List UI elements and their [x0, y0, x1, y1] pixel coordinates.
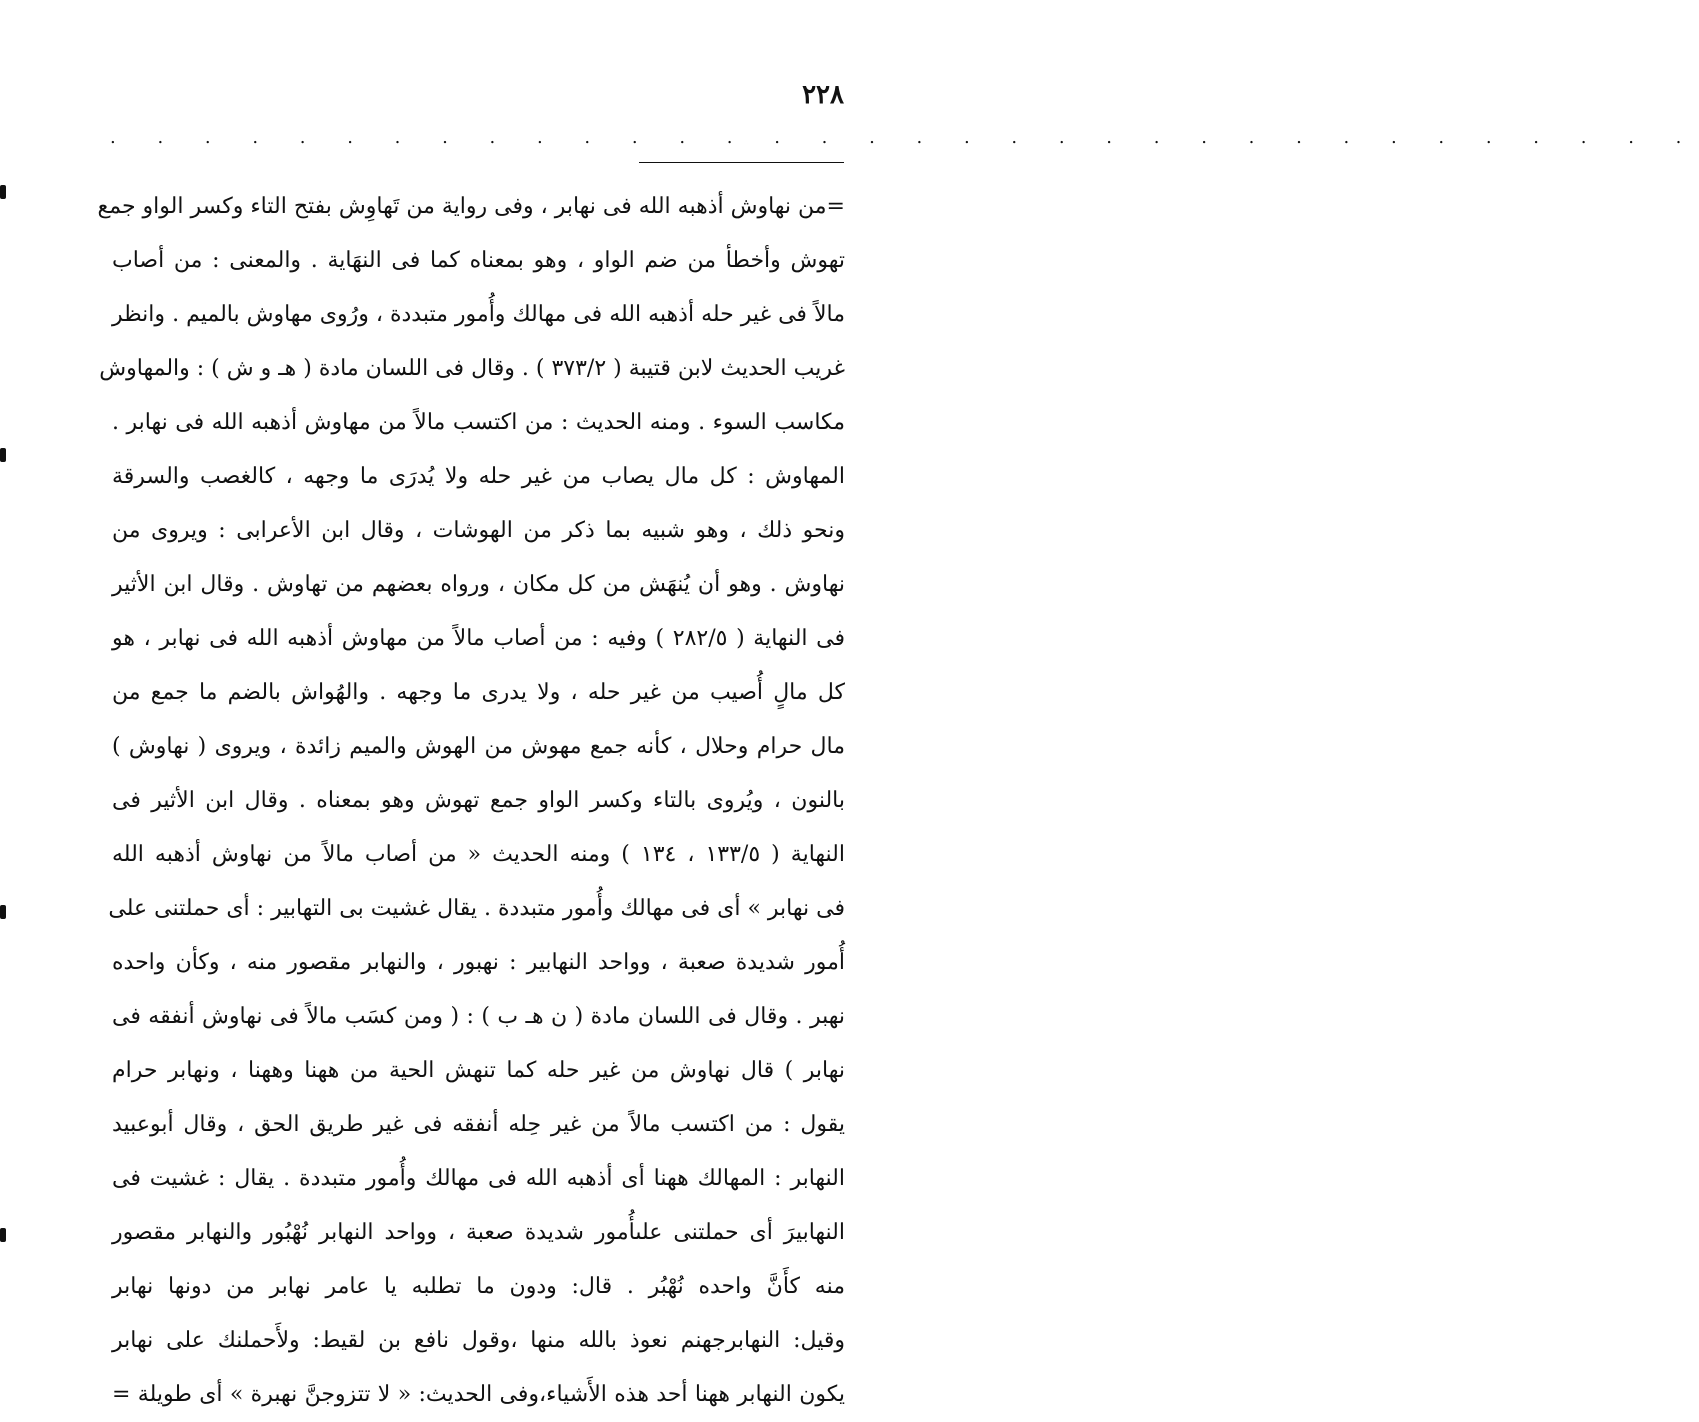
scan-margin-mark [0, 448, 6, 462]
scan-margin-mark [0, 1228, 6, 1242]
footnote-line: نهاوش . وهو أن يُنهَش من كل مكان ، ورواه بعضهم من تهاوش . وقال ابن الأثير [112, 572, 845, 597]
footnote-line: بالنون ، ويُروى بالتاء وكسر الواو جمع تهوش وهو بمعناه . وقال ابن الأثير فى [112, 788, 845, 813]
footnote-line: فى نهابر » أى فى مهالك وأُمور متبددة . يقال غشيت بى التهابير : أى حملتنى على [108, 896, 845, 921]
footnote-line: مالاً فى غير حله أذهبه الله فى مهالك وأُمور متبددة ، ورُوى مهاوش بالميم . وانظر [112, 302, 845, 327]
scan-margin-mark [0, 905, 6, 919]
footnote-separator [639, 162, 844, 163]
footnote-line: يكون النهابر ههنا أحد هذه الأَشياء،وفى الحديث: « لا تتزوجنَّ نهبرة » أى طويلة = [112, 1382, 845, 1407]
footnote-line: نهابر ) قال نهاوش من غير حله كما تنهش الحية من ههنا وههنا ، ونهابر حرام [112, 1058, 845, 1083]
footnote-line: المهاوش : كل مال يصاب من غير حله ولا يُدرَى ما وجهه ، كالغصب والسرقة [112, 464, 845, 489]
footnote-line: النهابر : المهالك ههنا أى أذهبه الله فى مهالك وأُمور متبددة . يقال : غشيت فى [112, 1166, 845, 1191]
footnote-line: النهاية ( ١٣٣/٥ ، ١٣٤ ) ومنه الحديث « من أصاب مالاً من نهاوش أذهبه الله [112, 842, 845, 867]
footnote-line: يقول : من اكتسب مالاً من غير حِله أنفقه فى غير طريق الحق ، وقال أبوعبيد [112, 1112, 845, 1137]
footnote-line: وقيل: النهابرجهنم نعوذ بالله منها ،وقول نافع بن لقيط: ولأَحملنك على نهابر [112, 1328, 845, 1353]
footnote-line: أُمور شديدة صعبة ، وواحد النهابير : نهبور ، والنهابر مقصور منه ، وكأن واحده [112, 950, 845, 975]
footnote-line: ونحو ذلك ، وهو شبيه بما ذكر من الهوشات ، وقال ابن الأعرابى : ويروى من [112, 518, 845, 543]
footnote-line: فى النهاية ( ٢٨٢/٥ ) وفيه : من أصاب مالاً من مهاوش أذهبه الله فى نهابر ، هو [112, 626, 845, 651]
footnote-line: كل مالٍ أُصيب من غير حله ، ولا يدرى ما وجهه . والهُواش بالضم ما جمع من [112, 680, 845, 705]
footnote-line: تهوش وأخطأ من ضم الواو ، وهو بمعناه كما فى النهَاية . والمعنى : من أصاب [112, 248, 845, 273]
dotted-separator: . . . . . . . . . . . . . . . . . . . . . . . . . . . . . . . . . . [110, 127, 1699, 148]
footnote-line: غريب الحديث لابن قتيبة ( ٣٧٣/٢ ) . وقال فى اللسان مادة ( هـ و ش ) : والمهاوش [99, 356, 845, 381]
footnote-line: مال حرام وحلال ، كأنه جمع مهوش من الهوش والميم زائدة ، ويروى ( نهاوش ) [112, 734, 845, 759]
footnote-line: =من نهاوش أذهبه الله فى نهابر ، وفى رواية من تَهاوِش بفتح التاء وكسر الواو جمع [97, 194, 845, 219]
footnote-line: نهبر . وقال فى اللسان مادة ( ن هـ ب ) : ( ومن كسَب مالاً فى نهاوش أنفقه فى [112, 1004, 845, 1029]
footnote-line: مكاسب السوء . ومنه الحديث : من اكتسب مالاً من مهاوش أذهبه الله فى نهابر . [112, 410, 845, 435]
footnote-line: منه كأَنَّ واحده نُهْبُر . قال: ودون ما تطلبه يا عامر نهابر من دونها نهابر [112, 1274, 845, 1299]
page-number: ٢٢٨ [802, 80, 844, 110]
footnote-body [97, 180, 845, 1422]
footnote-line: النهابيرَ أى حملتنى علىأُمور شديدة صعبة ، وواحد النهابر نُهْبُور والنهابر مقصور [112, 1220, 845, 1245]
scan-margin-mark [0, 185, 6, 199]
